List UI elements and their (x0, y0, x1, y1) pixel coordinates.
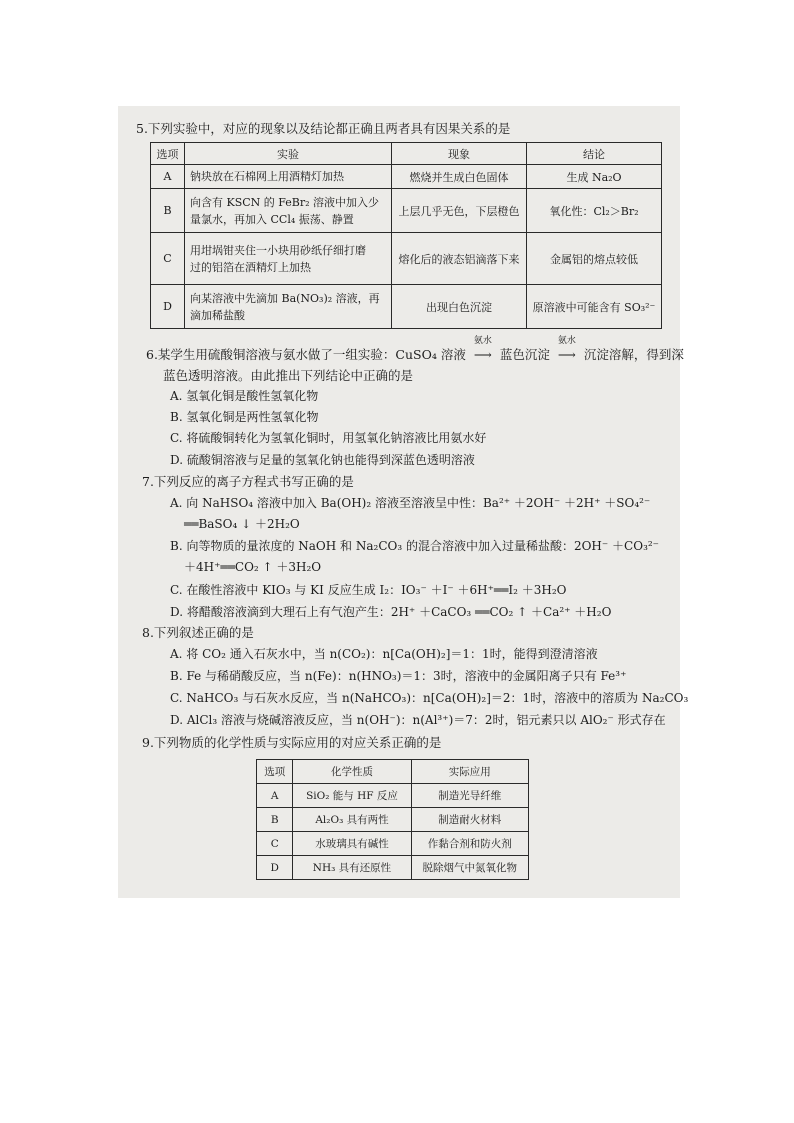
reaction-arrow: 氨水 ⟶ (550, 346, 584, 363)
table-header-row (257, 760, 529, 784)
row-option: C (257, 832, 293, 856)
table-row (151, 165, 662, 189)
row-option: B (151, 189, 185, 233)
header-phenomenon: 现象 (392, 143, 527, 165)
option-c: C. NaHCO₃ 与石灰水反应，当 n(NaHCO₃)：n[Ca(OH)₂]＝2：1时，溶液中的溶质为 Na₂CO₃ (170, 691, 689, 705)
table-row (257, 784, 529, 808)
experiment-line: 钠块放在石棉网上用酒精灯加热 (189, 170, 344, 183)
table-row (151, 233, 662, 285)
header-option: 选项 (151, 143, 185, 165)
row-phenomenon: 燃烧并生成白色固体 (392, 165, 527, 189)
question-9-table (256, 759, 529, 880)
row-property: SiO₂ 能与 HF 反应 (293, 784, 411, 808)
row-phenomenon: 熔化后的液态铝滴落下来 (392, 233, 527, 285)
question-8-stem: 8.下列叙述正确的是 (142, 625, 254, 640)
row-property: NH₃ 具有还原性 (293, 856, 411, 880)
row-application: 制造光导纤维 (411, 784, 528, 808)
question-5-stem: 5.下列实验中，对应的现象以及结论都正确且两者具有因果关系的是 (136, 121, 511, 136)
row-option: D (257, 856, 293, 880)
row-application: 作黏合剂和防火剂 (411, 832, 528, 856)
option-a: A. 将 CO₂ 通入石灰水中，当 n(CO₂)：n[Ca(OH)₂]＝1：1时，能得到澄清溶液 (170, 647, 598, 661)
header-property: 化学性质 (293, 760, 411, 784)
experiment-line: 过的铝箔在酒精灯上加热 (189, 260, 311, 274)
row-experiment (184, 233, 391, 285)
arrow-label: 氨水 (473, 336, 492, 346)
header-option: 选项 (257, 760, 293, 784)
row-conclusion: 氧化性：Cl₂＞Br₂ (527, 189, 662, 233)
experiment-line: 滴加稀盐酸 (189, 308, 245, 322)
option-a: A. 向 NaHSO₄ 溶液中加入 Ba(OH)₂ 溶液至溶液呈中性：Ba²⁺ ＋2OH⁻ ＋2H⁺ ＋SO₄²⁻ (170, 496, 651, 510)
option-d: D. 将醋酸溶液滴到大理石上有气泡产生：2H⁺ ＋CaCO₃ ══CO₂ ↑ ＋Ca²⁺ ＋H₂O (170, 605, 612, 619)
header-conclusion: 结论 (527, 143, 662, 165)
table-row (151, 189, 662, 233)
row-experiment (184, 189, 391, 233)
option-d: D. AlCl₃ 溶液与烧碱溶液反应，当 n(OH⁻)：n(Al³⁺)＝7：2时，铝元素只以 AlO₂⁻ 形式存在 (170, 713, 666, 727)
question-9-stem: 9.下列物质的化学性质与实际应用的对应关系正确的是 (142, 735, 442, 750)
experiment-line: 向某溶液中先滴加 Ba(NO₃)₂ 溶液，再 (189, 291, 380, 305)
option-b: B. Fe 与稀硝酸反应，当 n(Fe)：n(HNO₃)＝1：3时，溶液中的金属阳离子只有 Fe³⁺ (170, 669, 627, 683)
row-property: 水玻璃具有碱性 (293, 832, 411, 856)
option-a: A. 氢氧化铜是酸性氢氧化物 (170, 389, 319, 403)
table-row (151, 285, 662, 329)
arrow-label: 氨水 (557, 336, 576, 346)
row-option: C (151, 233, 185, 285)
row-option: A (151, 165, 185, 189)
header-experiment: 实验 (184, 143, 391, 165)
question-5-table (150, 142, 662, 329)
stem-text: 沉淀溶解，得到深 (583, 347, 684, 362)
option-a-continued: ══BaSO₄ ↓ ＋2H₂O (184, 517, 300, 531)
row-option: A (257, 784, 293, 808)
table-row (257, 856, 529, 880)
header-application: 实际应用 (411, 760, 528, 784)
row-conclusion: 原溶液中可能含有 SO₃²⁻ (527, 285, 662, 329)
question-7-stem: 7.下列反应的离子方程式书写正确的是 (142, 474, 354, 489)
option-b-continued: ＋4H⁺══CO₂ ↑ ＋3H₂O (184, 560, 322, 574)
row-phenomenon: 上层几乎无色，下层橙色 (392, 189, 527, 233)
question-6-stem-line2: 蓝色透明溶液。由此推出下列结论中正确的是 (163, 368, 414, 383)
reaction-arrow: 氨水 ⟶ (466, 346, 500, 363)
row-option: D (151, 285, 185, 329)
row-application: 制造耐火材料 (411, 808, 528, 832)
row-phenomenon: 出现白色沉淀 (392, 285, 527, 329)
row-option: B (257, 808, 293, 832)
stem-text: 蓝色沉淀 (499, 347, 550, 362)
option-b: B. 向等物质的量浓度的 NaOH 和 Na₂CO₃ 的混合溶液中加入过量稀盐酸：2OH⁻ ＋CO₃²⁻ (170, 539, 660, 553)
experiment-line: 向含有 KSCN 的 FeBr₂ 溶液中加入少 (189, 195, 380, 209)
option-b: B. 氢氧化铜是两性氢氧化物 (170, 410, 319, 424)
row-experiment (184, 165, 391, 189)
experiment-line: 用坩埚钳夹住一小块用砂纸仔细打磨 (189, 243, 366, 257)
row-application: 脱除烟气中氮氧化物 (411, 856, 528, 880)
table-row (257, 832, 529, 856)
stem-text: 6.某学生用硫酸铜溶液与氨水做了一组实验：CuSO₄ 溶液 (146, 347, 466, 362)
table-row (257, 808, 529, 832)
table-header-row (151, 143, 662, 165)
experiment-line: 量氯水，再加入 CCl₄ 振荡、静置 (189, 212, 354, 226)
row-conclusion: 生成 Na₂O (527, 165, 662, 189)
option-c: C. 将硫酸铜转化为氢氧化铜时，用氢氧化钠溶液比用氨水好 (170, 431, 487, 445)
option-d: D. 硫酸铜溶液与足量的氢氧化钠也能得到深蓝色透明溶液 (170, 453, 475, 467)
question-6-stem (146, 336, 684, 363)
row-conclusion: 金属铝的熔点较低 (527, 233, 662, 285)
option-c: C. 在酸性溶液中 KIO₃ 与 KI 反应生成 I₂：IO₃⁻ ＋I⁻ ＋6H⁺══I₂ ＋3H₂O (170, 583, 567, 597)
row-property: Al₂O₃ 具有两性 (293, 808, 411, 832)
row-experiment (184, 285, 391, 329)
